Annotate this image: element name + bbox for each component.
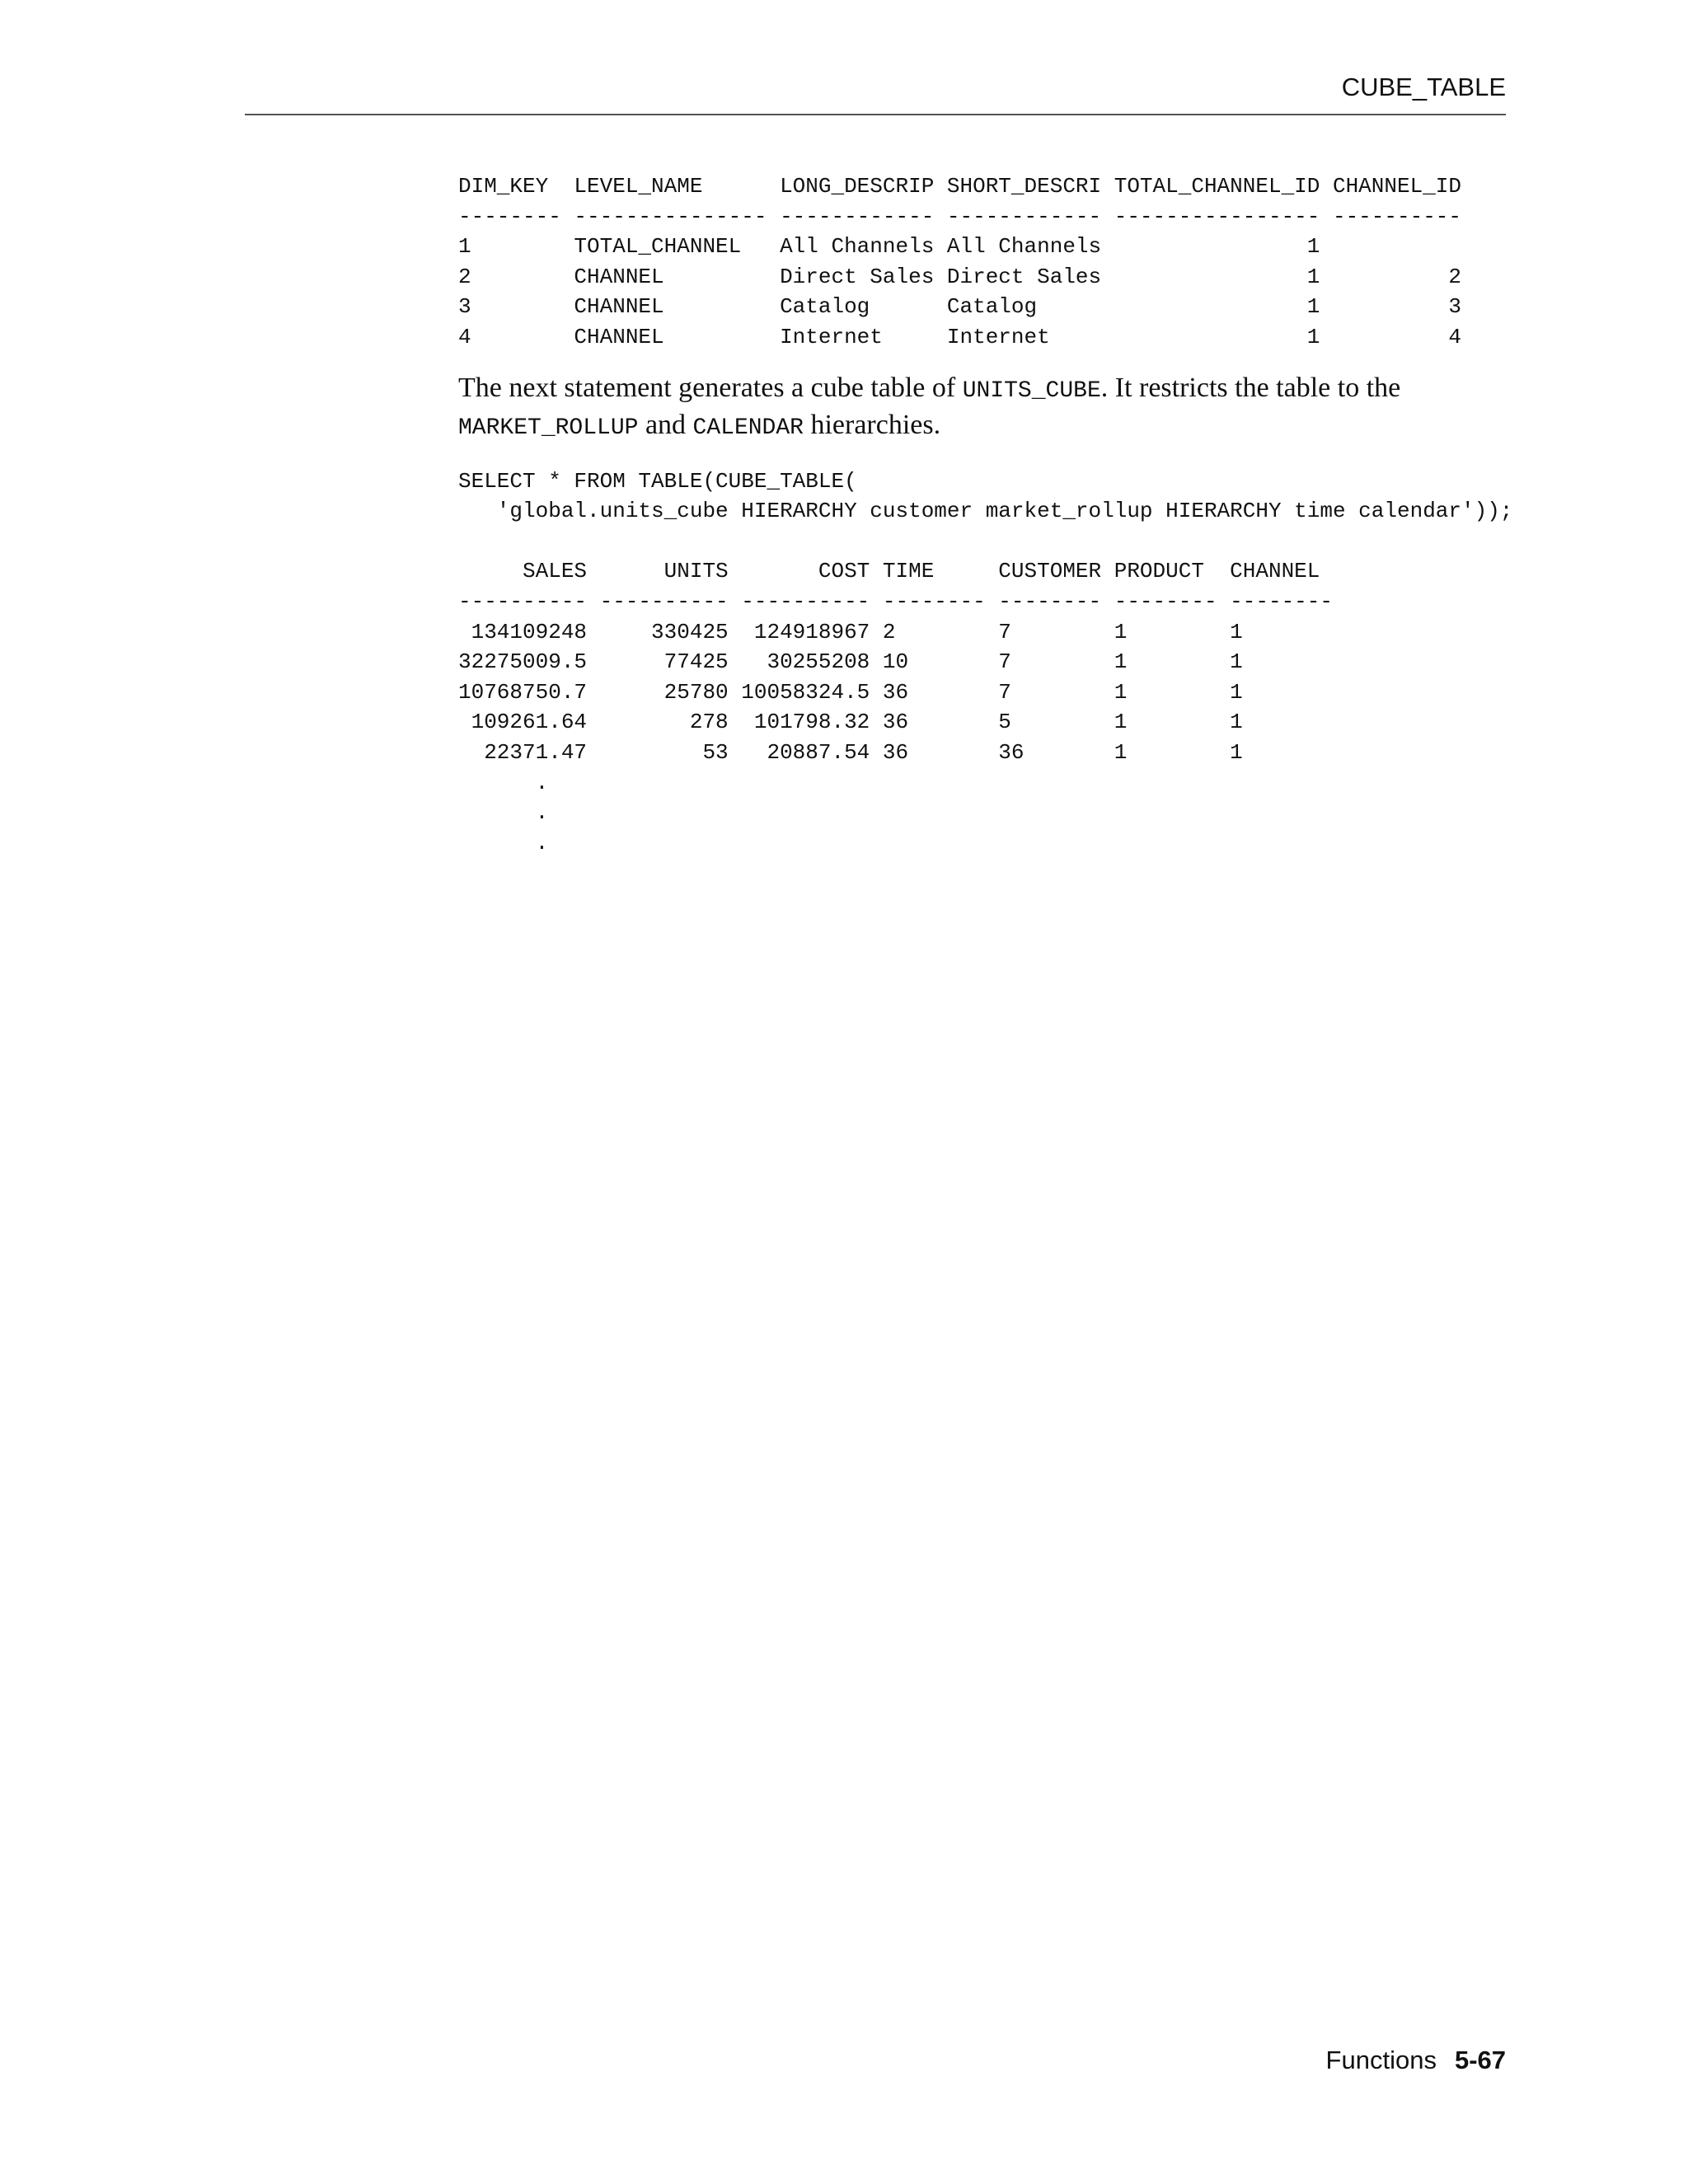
inline-code-units-cube: UNITS_CUBE <box>962 377 1101 404</box>
code-line: SELECT * FROM TABLE(CUBE_TABLE( <box>458 468 857 494</box>
ellipsis-dot: . <box>458 800 549 826</box>
table-separator: -------- --------------- ------------ ------------ ---------------- ---------- <box>458 204 1461 229</box>
paragraph-text: . It restricts the table to the <box>1100 372 1401 403</box>
paragraph-text: and <box>638 409 693 440</box>
inline-code-market-rollup: MARKET_ROLLUP <box>458 415 639 441</box>
table-row: 32275009.5 77425 30255208 10 7 1 1 <box>458 649 1243 675</box>
table-row: 134109248 330425 124918967 2 7 1 1 <box>458 619 1243 644</box>
dimension-output-table <box>458 171 1507 353</box>
cube-output-table <box>458 556 1507 858</box>
paragraph-text: hierarchies. <box>803 409 941 440</box>
code-line: 'global.units_cube HIERARCHY customer market_rollup HIERARCHY time calendar')); <box>458 499 1513 524</box>
table-header: DIM_KEY LEVEL_NAME LONG_DESCRIP SHORT_DESCRI TOTAL_CHANNEL_ID CHANNEL_ID <box>458 174 1461 199</box>
footer-section-name: Functions <box>1325 2046 1437 2074</box>
table-row: 109261.64 278 101798.32 36 5 1 1 <box>458 710 1243 735</box>
paragraph-text: The next statement generates a cube table of <box>458 372 963 403</box>
table-row: 1 TOTAL_CHANNEL All Channels All Channels 1 <box>458 234 1320 260</box>
description-paragraph <box>458 371 1507 445</box>
inline-code-calendar: CALENDAR <box>692 415 804 441</box>
table-row: 3 CHANNEL Catalog Catalog 1 3 <box>458 294 1461 320</box>
page-content <box>458 171 1513 858</box>
page-number: 5-67 <box>1454 2046 1506 2074</box>
table-row: 4 CHANNEL Internet Internet 1 4 <box>458 324 1461 349</box>
table-row: 10768750.7 25780 10058324.5 36 7 1 1 <box>458 679 1243 705</box>
sql-statement <box>458 466 1513 527</box>
table-row: 22371.47 53 20887.54 36 36 1 1 <box>458 739 1243 765</box>
table-row: 2 CHANNEL Direct Sales Direct Sales 1 2 <box>458 264 1461 289</box>
table-header: SALES UNITS COST TIME CUSTOMER PRODUCT CHANNEL <box>458 559 1320 584</box>
page-footer <box>1326 2046 1506 2075</box>
header-rule <box>245 114 1506 115</box>
table-separator: ---------- ---------- ---------- -------- -------- -------- -------- <box>458 588 1333 614</box>
ellipsis-dot: . <box>458 770 549 795</box>
running-header-title: CUBE_TABLE <box>1341 73 1506 101</box>
ellipsis-dot: . <box>458 830 549 855</box>
